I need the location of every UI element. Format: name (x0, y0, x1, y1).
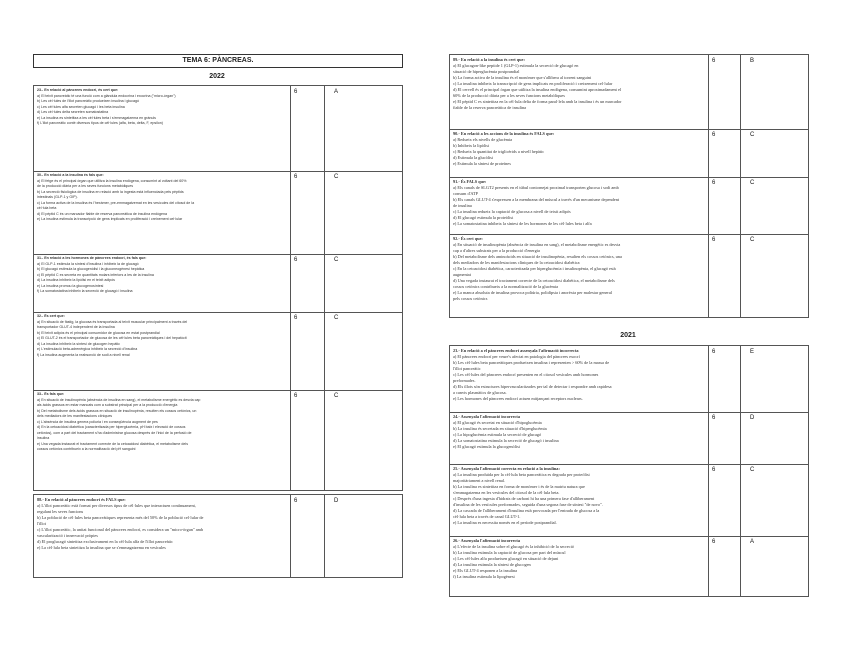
question-option: f) L'illot pancreàtic conté diversos tipus de cèl·lules (alfa, beta, delta, F, epsilon) (37, 121, 163, 125)
question-option: cossos cetònics contribueix a la normalització de la glucèmia (453, 284, 558, 289)
question-option: b) La insulina estimula la captació de glucosa per part del múscul (453, 550, 566, 555)
question-option: c) L'absència de insulina genera poliuria i en conseqüència augment de pes (37, 419, 158, 424)
question-option: de la producció diària per a les seves funcions metabòliques (37, 184, 134, 188)
question-option: b) La insulina és secretada en situació d'hiperglucèmia (453, 426, 547, 431)
question-points: 6 (712, 349, 716, 355)
question-option: d'insulina de les vesícules preformades, seguida d'una segona fase de síntesi "de novo". (453, 502, 603, 507)
question-option: c) La hipoglucèmia estimula la secreció de glucagó (453, 432, 542, 437)
question-text (37, 392, 287, 487)
question-option: l'illot (37, 521, 46, 526)
question-points: 6 (294, 315, 298, 321)
question-option: s'emmagatzema en les vesícules del citosol de la cèl·lula beta. (453, 490, 560, 495)
question-option: d) El proglucagó sintetitza exclusivament en la cèl·lula alfa de l'illot pancreàtic (37, 539, 173, 544)
question-stem: 89.- En relació a la insulina és cert que: (453, 57, 525, 62)
question-row (450, 412, 808, 465)
questions-table-2022-c (449, 54, 809, 318)
question-option: d) Estimula la glucòlisi (453, 155, 493, 160)
question-option: a) L'illot pancreàtic està format per diversos tipus de cèl·lules que interactuen contínuament, (37, 503, 196, 508)
question-row (450, 129, 808, 178)
question-stem: 33.- És fals que: (37, 392, 65, 396)
question-option: c) El pèptid C es secreta en quantitats molars inferiors a les de la insulina (37, 272, 154, 277)
question-option: cap a d'altres substrats per a la producció d'energia (453, 248, 540, 253)
question-option: intestinals (GLP-1 y GIP). (37, 195, 78, 199)
question-option: b) El teixit adipós és el principal consumidor de glucosa en estat postprandial (37, 330, 160, 335)
question-stem: 25.- Assenyala l'afirmació correcta en relació a la insulina: (453, 466, 560, 471)
question-option: als àcids grassos en estar mancats com a substrat principal per a la producció d'energia (37, 403, 178, 407)
question-text (453, 414, 705, 463)
question-text (37, 314, 287, 389)
question-stem: 32.- És cert que: (37, 314, 65, 318)
question-option: a) Els canals de SLGT2 presents en el túbul contornejat proximal transporten glucosa i sodi amb (453, 185, 619, 190)
question-option: preformades. (453, 378, 476, 383)
question-stem: 90.- En relació a les accions de la insulina és FALS que: (453, 131, 555, 136)
question-option: de insulina (453, 203, 472, 208)
question-option: d) El cervell és el principal òrgan que utilitza la insulina endògena, consumint aproximadament el (453, 87, 622, 92)
question-text (453, 179, 705, 233)
question-option: majoritàriament a nivell renal. (453, 478, 506, 483)
question-points: 6 (294, 257, 298, 263)
question-row (34, 171, 402, 255)
question-stem: 88.- En relació al pàncrees endocrí és FALS que: (37, 497, 126, 502)
question-points: 6 (294, 498, 298, 504)
question-stem: 24.- Assenyala l'afirmació incorrecta (453, 414, 520, 419)
question-option: consum d'ATP (453, 191, 479, 196)
question-option: f) La insulina estimula la lipogènesi (453, 574, 515, 579)
question-option: cetònics), com a part del tractament s'ha d'administrar glucosa després de l'inici de la perfusió de (37, 430, 192, 435)
question-answer: D (334, 498, 339, 504)
question-option: a) Redueix els nivells de glucèmia (453, 137, 513, 142)
question-answer: C (334, 174, 339, 180)
question-option: b) Inhibeix la lipòlisi (453, 143, 490, 148)
question-option: pels cossos cetònics (453, 296, 488, 301)
question-option: e) Estimula la síntesi de proteïnes (453, 161, 511, 166)
question-answer: C (750, 180, 755, 186)
question-row (450, 234, 808, 315)
question-option: c) L'illot pancreàtic, la unitat funcional del pàncrees endocrí, es considera un "micro-òrgan" amb (37, 527, 204, 532)
question-option: a) El GLP-1 estimula la síntesi d'insulina i inhibeix la de glucagó (37, 261, 139, 266)
questions-table-2021 (449, 345, 809, 597)
question-option: a) En situació de insulinopènia (absència de insulina en sang), el metabolisme energètic es desvia (453, 242, 621, 247)
question-option: e) L'estimulació beta-adrenèrgica inhibeix la secreció d'insulina (37, 347, 138, 351)
question-option: vascularització i innervació pròpies (37, 533, 98, 538)
question-option: c) La insulina inhibeix la transcripció de gens implicats en proliferació i creixement cel·lular (453, 81, 613, 86)
question-points: 6 (294, 89, 298, 95)
question-points: 6 (712, 539, 716, 545)
question-stem: 92.- És cert que: (453, 236, 483, 241)
question-answer: A (750, 539, 755, 545)
question-text (37, 173, 287, 253)
question-text (37, 497, 287, 576)
question-stem: 23.- En relació al pàncrees endocrí, és cert que: (37, 88, 119, 92)
question-option: c) Les cèl·lules del pàncrees endocrí presenten en el citosol vesícules amb hormones (453, 372, 599, 377)
question-points: 6 (294, 174, 298, 180)
question-points: 6 (712, 467, 716, 473)
question-text (37, 88, 287, 170)
question-option: dels mediadors de les manifestacions clíniques de la cetoacidosi diabètica (453, 260, 580, 265)
question-option: e) Els GLUT-4 responen a la insulina (453, 568, 518, 573)
right-page (424, 0, 848, 655)
question-option: c) En la cetoacidosi diabètica, caracteritzada per hiperglucèmia i insulinopènia, el glucagó està (453, 266, 616, 271)
question-option: e) La insulina es necessita només en el període postprandial. (453, 520, 557, 525)
question-option: a) La insulina produïda per la cèl·lula beta pancreàtica es degrada per proteòlisi (453, 472, 590, 477)
question-option: b) Les cèl·lules de l'illot pancreàtic produeixen insulina i glucagó (37, 99, 139, 103)
question-text (453, 236, 705, 314)
question-option: a) El pàncrees endocrí per veure's afectat en patologia del pàncrees exocrí (453, 354, 580, 359)
question-option: e) Una vegada instaurat el tractament correcte de la cetoacidosi diabètica, el metabolisme dels (37, 441, 189, 446)
question-option: e) La manca absoluta de insulina provoca poliúria, polidípsia i anorèxia per malestar general (453, 290, 612, 295)
question-option: cèl·lula beta (37, 206, 57, 210)
question-text (453, 131, 705, 176)
question-points: 6 (712, 132, 716, 138)
question-row (34, 86, 402, 172)
question-option: b) La insulina es sintetitza en forma de monòmer i és de la matriu natura que (453, 484, 585, 489)
question-answer: C (750, 132, 755, 138)
question-option: d) Una vegada instaurat el tractament correcte de la cetoacidosi diabètica, el metabolisme dels (453, 278, 615, 283)
question-option: b) La secreció fisiològica de insulina en relació amb la ingesta està influenciada pels pèptids (37, 189, 184, 194)
question-option: c) La forma activa de la insulina és l'hexàmer, pre-emmagatzemat en les vesícules del citosol de la (37, 200, 195, 205)
question-option: b) Del metabolisme dels àcids grassos en situació de insulinopènia, resulten els cossos cetònics, un (37, 408, 197, 413)
question-option: a canvis plasmàtics de glucosa. (453, 390, 507, 395)
question-option: a) En situació de insulinopènia (absència de insulina en sang), el metabolisme energètic es desvia cap (37, 397, 201, 402)
question-option: d) La insulina inhibeix la lipòlisi en el teixit adipós (37, 278, 115, 282)
question-option: c) La insulina redueix la captació de glucosa a nivell de teixit adipós (453, 209, 571, 214)
questions-table-2022 (33, 85, 403, 491)
question-option: a) En situació de fàstig, la glucosa és transportada al teixit muscular principalment a través del (37, 319, 188, 324)
question-option: b) La població de cèl·lules beta pancreàtiques representa més del 50% de la població cel·lular de (37, 515, 204, 520)
question-row (450, 177, 808, 235)
question-option: c) El GLUT-2 és el transportador de glucosa de les cèl·lules beta pancreàtiques i del hepatòcit (37, 336, 187, 340)
question-option: a) El glucagó és secretat en situació d'hipoglucèmia (453, 420, 542, 425)
question-option: b) Els canals GLUT-4 s'expressen a la membrana del múscul a través d'un mecanisme dependent (453, 197, 620, 202)
question-text (453, 538, 705, 593)
question-stem: 26.- Assenyala l'afirmació incorrecta (453, 538, 520, 543)
question-option: a) El teixit pancreàtic té una funció com a glàndula endocrina i exocrina ("micro-òrgan") (37, 93, 176, 98)
question-row (450, 55, 808, 130)
question-row (34, 495, 402, 577)
question-row (450, 346, 808, 413)
question-option: cèl·lula beta a través de canal GLUT-1. (453, 514, 521, 519)
question-row (34, 390, 402, 488)
question-option: insulina (37, 436, 50, 440)
question-option: d) La insulina inhibeix la síntesi de glucogen hepàtic (37, 341, 120, 346)
question-option: situació de hiperglucèmia postprandial (453, 69, 520, 74)
question-option: d) Les cèl·lules delta secreten somatostatina (37, 110, 109, 114)
question-row (34, 254, 402, 313)
question-row (34, 312, 402, 391)
year-heading-2022: 2022 (209, 73, 225, 80)
question-answer: E (750, 349, 755, 355)
question-option: b) Les cèl·lules beta pancreàtiques produeixen insulina i representen > 60% de la massa de (453, 360, 610, 365)
question-answer: D (750, 415, 755, 421)
question-option: d) La insulina estimula la síntesi de glucogen (453, 562, 531, 567)
question-option: b) Del metabolisme dels aminoàcids en situació de insulinopènia, resulten els cossos cetònics, una (453, 254, 622, 259)
question-stem: 23.- En relació a el pàncrees endocrí assenyala l'afirmació incorrecta (453, 348, 579, 353)
question-option: transportador GLUT-4 independent de la insulina (37, 325, 115, 329)
question-option: d) En la cetoacidosi diabètica (caracteritzada per hiperglucèmia, pH baix i elevació de cossos (37, 425, 186, 429)
question-stem: 91.- És FALS que: (453, 179, 487, 184)
question-option: dels mediadors de les manifestacions clíniques (37, 414, 113, 418)
question-answer: C (334, 315, 339, 321)
question-option: c) Les cèl·lules alfa secreten glucagó i les beta insulina (37, 104, 125, 109)
question-text (453, 348, 705, 411)
question-answer: C (334, 257, 339, 263)
question-option: augmentat (453, 272, 471, 277)
question-option: b) El glucagó estimula la glucogenòlisi i la gluconeogènesi hepàtica (37, 267, 145, 271)
question-option: 60% de la producció diària per a les seves funcions metabòliques (453, 93, 565, 98)
question-option: e) El pèptid C es sintetitza en la cèl·lula delta de forma paral·lela amb la insulina i és un marcador (453, 99, 622, 104)
question-points: 6 (294, 393, 298, 399)
question-option: c) Després d'una ingesta d'hidrats de carboni hi ha una primera fase d'alliberament (453, 496, 595, 501)
question-option: a) L'efecte de la insulina sobre el glucagó és la inhibició de la secreció (453, 544, 574, 549)
question-option: b) La forma activa de la insulina és el monòmer que s'allibera al torrent sanguini (453, 75, 592, 80)
question-option: f) La insulina augmenta la reabsorció de sodi a nivell renal (37, 352, 130, 357)
question-option: e) La insulina estimula la transcripció de gens implicats en proliferació i creixement cel·lular (37, 217, 183, 221)
question-row (450, 464, 808, 537)
question-option: a) El glucagon-like peptide 1 (GLP-1) estimula la secreció de glucagó en (453, 63, 579, 68)
question-option: regulant les seves funcions (37, 509, 84, 514)
questions-table-2022-b (33, 494, 403, 578)
question-option: d) El glucagó estimula la proteòlisi (453, 215, 514, 220)
question-answer: C (334, 393, 339, 399)
question-points: 6 (712, 180, 716, 186)
page-title: TEMA 6: PÀNCREAS. (33, 54, 403, 68)
question-answer: C (750, 467, 755, 473)
question-option: cossos cetònics contribueix a la normalització del pH sanguini (37, 447, 136, 451)
question-option: c) Les cèl·lules alfa produeixen glucagó en situació de dejuni (453, 556, 559, 561)
question-option: f) La somatostatina inhibeix la secreció de glucagó i insulina (37, 289, 133, 293)
question-option: e) La cèl·lula beta sintetitza la insulina que se s'emmagatzema en vesícules (37, 545, 166, 550)
question-option: e) El glucagó estimula la glucogenòlisi (453, 444, 520, 449)
question-option: e) La somatostatina inhibeix la síntesi de les hormones de les cèl·lules beta i alfa (453, 221, 592, 226)
year-heading-2021: 2021 (620, 332, 636, 339)
question-option: d) El pèptid C és un marcador fiable de reserva pancreàtica de insulina endògena (37, 211, 168, 216)
question-option: e) Les hormones del pàncrees endocrí actuen mitjançant receptors nuclears. (453, 396, 583, 401)
question-points: 6 (712, 415, 716, 421)
question-answer: C (750, 237, 755, 243)
question-stem: 31.- En relació a les hormones de pàncrees endocrí, és fals que: (37, 256, 147, 260)
question-option: fiable de la reserva pancreàtica de insulina (453, 105, 527, 110)
question-text (453, 57, 705, 128)
question-text (453, 466, 705, 535)
question-option: l'illot pancreàtic (453, 366, 481, 371)
question-points: 6 (712, 58, 716, 64)
question-option: e) La insulina promou la glucogenosíntesi (37, 283, 104, 288)
question-answer: B (750, 58, 755, 64)
question-option: d) Els illots són estructures hipervascularitzades per tal de detectar i respondre amb rapidesa (453, 384, 612, 389)
question-option: d) La somatostatina estimula la secreció de glucagó i insulina (453, 438, 559, 443)
question-option: d) La cascada de l'alliberament d'insulina està provocada per l'entrada de glucosa a la (453, 508, 600, 513)
question-option: a) El fetge és el principal òrgan que utilitza la insulina endògena, consumint al voltant del 60% (37, 178, 187, 183)
question-option: e) La insulina es sintetitza a les cèl·lules beta i s'emmagatzema en grànuls (37, 115, 156, 120)
question-answer: A (334, 89, 339, 95)
question-text (37, 256, 287, 311)
question-option: c) Redueix la quantitat de triglicèrids a nivell hepàtic (453, 149, 545, 154)
question-stem: 30.- En relació a la insulina és fals que: (37, 173, 104, 177)
question-row (450, 536, 808, 594)
question-points: 6 (712, 237, 716, 243)
